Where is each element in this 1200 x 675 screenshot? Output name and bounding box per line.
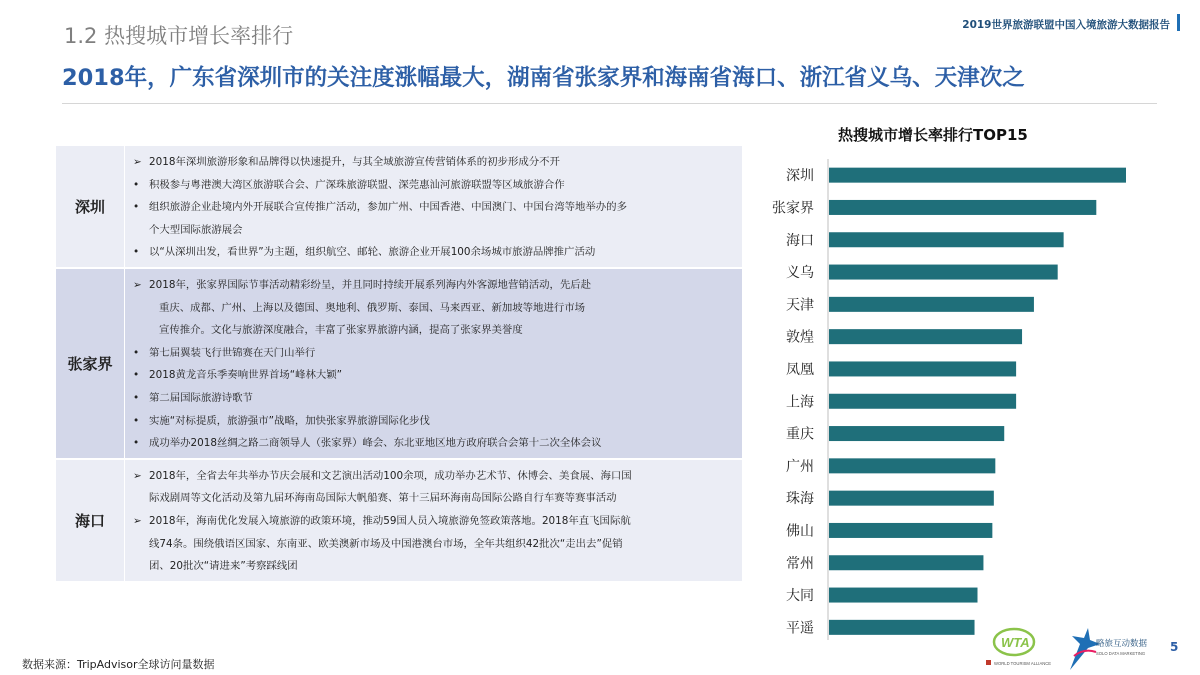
list-item — [133, 555, 732, 578]
list-item — [133, 487, 732, 510]
city-description — [125, 460, 742, 581]
list-item-text: 2018年，海南优化发展入境旅游的政策环境，推动59国人员入境旅游免签政策落地。2018年直飞国际航 — [149, 514, 631, 527]
table-row — [56, 146, 742, 267]
list-item — [133, 432, 732, 455]
bullet-icon — [133, 319, 149, 342]
bar — [829, 200, 1096, 215]
table-row — [56, 267, 742, 458]
bar — [829, 588, 978, 603]
growth-rate-bar-chart — [760, 155, 1140, 640]
list-item — [133, 241, 732, 264]
bullet-icon — [133, 533, 149, 556]
category-label: 天津 — [786, 297, 814, 314]
sdm-logo-text: 略旅互动数据 — [1096, 639, 1148, 649]
list-item-text: 2018年，全省去年共举办节庆会展和文艺演出活动100余项，成功举办艺术节、休博会、美食展、海口国 — [149, 469, 632, 482]
list-item-text: 第七届翼装飞行世锦赛在天门山举行 — [149, 346, 316, 359]
category-label: 大同 — [786, 588, 814, 605]
category-label: 凤凰 — [786, 361, 814, 378]
bar — [829, 555, 983, 570]
list-item-text: 2018年，张家界国际节事活动精彩纷呈，并且同时持续开展系列海内外客源地营销活动，先后赴 — [149, 278, 592, 291]
bar — [829, 232, 1064, 247]
table-row — [56, 458, 742, 581]
bar — [829, 620, 975, 635]
chart-title: 热搜城市增长率排行TOP15 — [838, 126, 1028, 144]
arrow-bullet-icon: ➢ — [133, 156, 142, 168]
city-highlights-table — [56, 146, 742, 581]
list-item-text: 第二届国际旅游诗歌节 — [149, 391, 253, 404]
bullet-icon — [133, 219, 149, 242]
sdm-logo-caption: SOLO DATA MARKETING — [1096, 651, 1146, 656]
arrow-bullet-icon: ➢ — [133, 278, 142, 291]
bar — [829, 523, 992, 538]
wta-logo-caption: WORLD TOURISM ALLIANCE — [994, 661, 1052, 666]
list-item-text: 2018黄龙音乐季奏响世界首场“峰林大颖” — [149, 369, 343, 382]
list-item-text: 实施“对标提质，旅游强市”战略，加快张家界旅游国际化步伐 — [149, 414, 430, 427]
city-description — [125, 146, 742, 267]
list-item — [133, 342, 732, 365]
header-divider — [62, 103, 1157, 104]
bar — [829, 426, 1004, 441]
city-label: 张家界 — [56, 269, 125, 458]
bullet-icon — [133, 487, 149, 510]
data-source-note: 数据来源：TripAdvisor全球访问量数据 — [22, 658, 215, 671]
category-label: 佛山 — [786, 523, 814, 540]
list-item — [133, 297, 732, 320]
bullet-icon: • — [133, 346, 140, 359]
bullet-icon: • — [133, 178, 140, 191]
list-item — [133, 274, 732, 297]
bar — [829, 394, 1016, 409]
list-item — [133, 510, 732, 533]
list-item-text: 团、20批次“请进来”考察踩线团 — [149, 560, 298, 573]
bullet-icon: • — [133, 437, 140, 450]
category-label: 平遥 — [786, 620, 814, 637]
bullet-icon — [133, 297, 149, 320]
list-item — [133, 387, 732, 410]
category-label: 重庆 — [786, 426, 814, 443]
bar — [829, 458, 995, 473]
bullet-icon: • — [133, 414, 140, 427]
list-item-text: 组织旅游企业赴境内外开展联合宣传推广活动，参加广州、中国香港、中国澳门、中国台湾等地举办的多 — [149, 201, 627, 214]
arrow-bullet-icon: ➢ — [133, 469, 142, 482]
bar — [829, 168, 1126, 183]
solo-data-marketing-logo — [1066, 626, 1150, 672]
city-description — [125, 269, 742, 458]
list-item-text: 2018年深圳旅游形象和品牌得以快速提升，与其全域旅游宣传营销体系的初步形成分不开 — [149, 156, 560, 168]
category-label: 海口 — [786, 232, 814, 249]
list-item-text: 积极参与粤港澳大湾区旅游联合会、广深珠旅游联盟、深莞惠汕河旅游联盟等区域旅游合作 — [149, 178, 565, 191]
list-item — [133, 219, 732, 242]
category-label: 敦煌 — [786, 329, 814, 346]
category-label: 上海 — [786, 394, 814, 411]
category-label: 常州 — [786, 555, 814, 572]
page-headline: 2018年，广东省深圳市的关注度涨幅最大，湖南省张家界和海南省海口、浙江省义乌、天津次之 — [62, 65, 1025, 91]
bar — [829, 265, 1058, 280]
list-item — [133, 410, 732, 433]
category-label: 张家界 — [772, 200, 814, 217]
bullet-icon: • — [133, 246, 140, 259]
wta-logo — [984, 626, 1060, 670]
report-name: 2019世界旅游联盟中国入境旅游大数据报告 — [962, 19, 1170, 31]
list-item-text: 重庆、成都、广州、上海以及德国、奥地利、俄罗斯、泰国、马来西亚、新加坡等地进行市场 — [159, 301, 586, 314]
category-label: 深圳 — [786, 168, 814, 185]
page-number: 5 — [1170, 640, 1179, 654]
list-item — [133, 319, 732, 342]
list-item — [133, 364, 732, 387]
sdm-logo-figure-icon — [1070, 628, 1100, 670]
list-item — [133, 151, 732, 174]
city-label: 海口 — [56, 460, 125, 581]
category-label: 广州 — [786, 458, 814, 475]
wta-logo-mark — [986, 660, 991, 665]
list-item-text: 线74条。围绕俄语区国家、东南亚、欧美澳新市场及中国港澳台市场，全年共组织42批次“走出去”促销 — [149, 537, 623, 550]
wta-logo-text: WTA — [1001, 635, 1030, 650]
list-item — [133, 196, 732, 219]
city-label: 深圳 — [56, 146, 125, 267]
bullet-icon — [133, 555, 149, 578]
list-item — [133, 533, 732, 556]
bar — [829, 297, 1034, 312]
category-label: 义乌 — [786, 265, 814, 282]
arrow-bullet-icon: ➢ — [133, 514, 142, 527]
bar — [829, 361, 1016, 376]
bullet-icon: • — [133, 201, 140, 214]
bullet-icon: • — [133, 391, 140, 404]
bullet-icon: • — [133, 369, 140, 382]
section-title: 1.2 热搜城市增长率排行 — [64, 24, 294, 48]
list-item-text: 以“从深圳出发，看世界”为主题，组织航空、邮轮、旅游企业开展100余场城市旅游品牌推广活动 — [149, 246, 596, 259]
bar — [829, 329, 1022, 344]
list-item-text: 成功举办2018丝绸之路二商领导人（张家界）峰会、东北亚地区地方政府联合会第十二次全体会议 — [149, 437, 602, 450]
list-item-text: 个大型国际旅游展会 — [149, 223, 243, 236]
list-item — [133, 174, 732, 197]
report-name-accent — [1177, 14, 1180, 31]
list-item-text: 宣传推介。文化与旅游深度融合，丰富了张家界旅游内涵，提高了张家界美誉度 — [159, 324, 523, 337]
category-label: 珠海 — [786, 491, 814, 508]
bar — [829, 491, 994, 506]
list-item — [133, 465, 732, 488]
list-item-text: 际戏剧周等文化活动及第九届环海南岛国际大帆船赛、第十三届环海南岛国际公路自行车赛等赛事活动 — [149, 492, 617, 505]
